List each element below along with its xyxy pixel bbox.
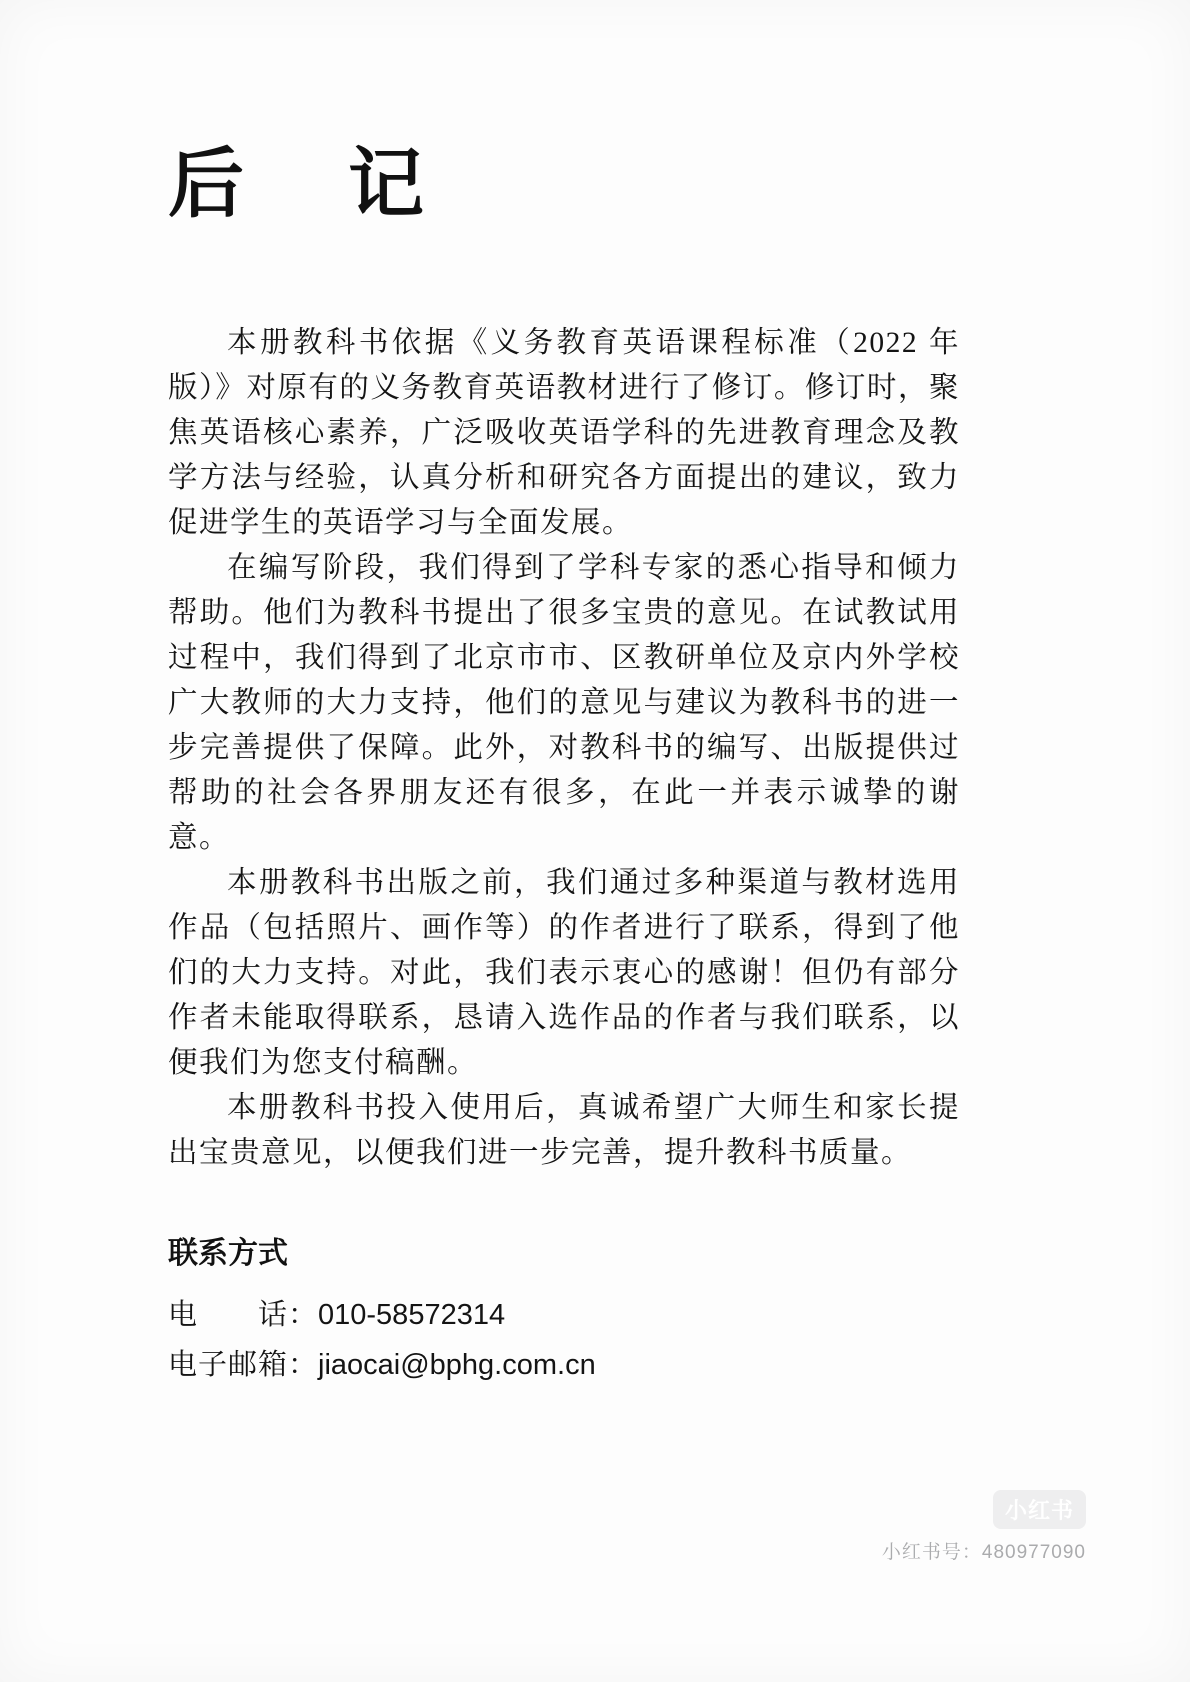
contact-email-line	[168, 1340, 960, 1390]
page-content	[168, 140, 960, 1390]
watermark	[882, 1490, 1086, 1564]
contact-heading: 联系方式	[168, 1237, 288, 1271]
page-title: 后 记	[168, 143, 438, 227]
contact-section	[168, 1228, 960, 1390]
paragraph-2: 在编写阶段，我们得到了学科专家的悉心指导和倾力帮助。他们为教科书提出了很多宝贵的意见。在试教试用过程中，我们得到了北京市市、区教研单位及京内外学校广大教师的大力支持，他们的意见与建议为教科书的进一步完善提供了保障。此外，对教科书的编写、出版提供过帮助的社会各界朋友还有很多，在此一并表示诚挚的谢意。	[168, 552, 960, 855]
xiaohongshu-logo: 小红书	[993, 1490, 1086, 1529]
phone-number: 010-58572314	[318, 1299, 506, 1332]
phone-label: 电 话：	[168, 1299, 319, 1332]
contact-phone-line	[168, 1290, 960, 1340]
paragraph-3: 本册教科书出版之前，我们通过多种渠道与教材选用作品（包括照片、画作等）的作者进行了联系，得到了他们的大力支持。对此，我们表示衷心的感谢！但仍有部分作者未能取得联系，恳请入选作品的作者与我们联系，以便我们为您支付稿酬。	[168, 867, 960, 1080]
email-label: 电子邮箱：	[168, 1349, 319, 1382]
email-address: jiaocai@bphg.com.cn	[318, 1349, 596, 1382]
afterword-body	[168, 321, 960, 1176]
paragraph-1: 本册教科书依据《义务教育英语课程标准（2022 年版）》对原有的义务教育英语教材进行了修订。修订时，聚焦英语核心素养，广泛吸收英语学科的先进教育理念及教学方法与经验，认真分析和研究各方面提出的建议，致力促进学生的英语学习与全面发展。	[168, 327, 960, 540]
watermark-account-id: 小红书号：480977090	[881, 1542, 1086, 1563]
paragraph-4: 本册教科书投入使用后，真诚希望广大师生和家长提出宝贵意见，以便我们进一步完善，提升教科书质量。	[168, 1092, 960, 1170]
